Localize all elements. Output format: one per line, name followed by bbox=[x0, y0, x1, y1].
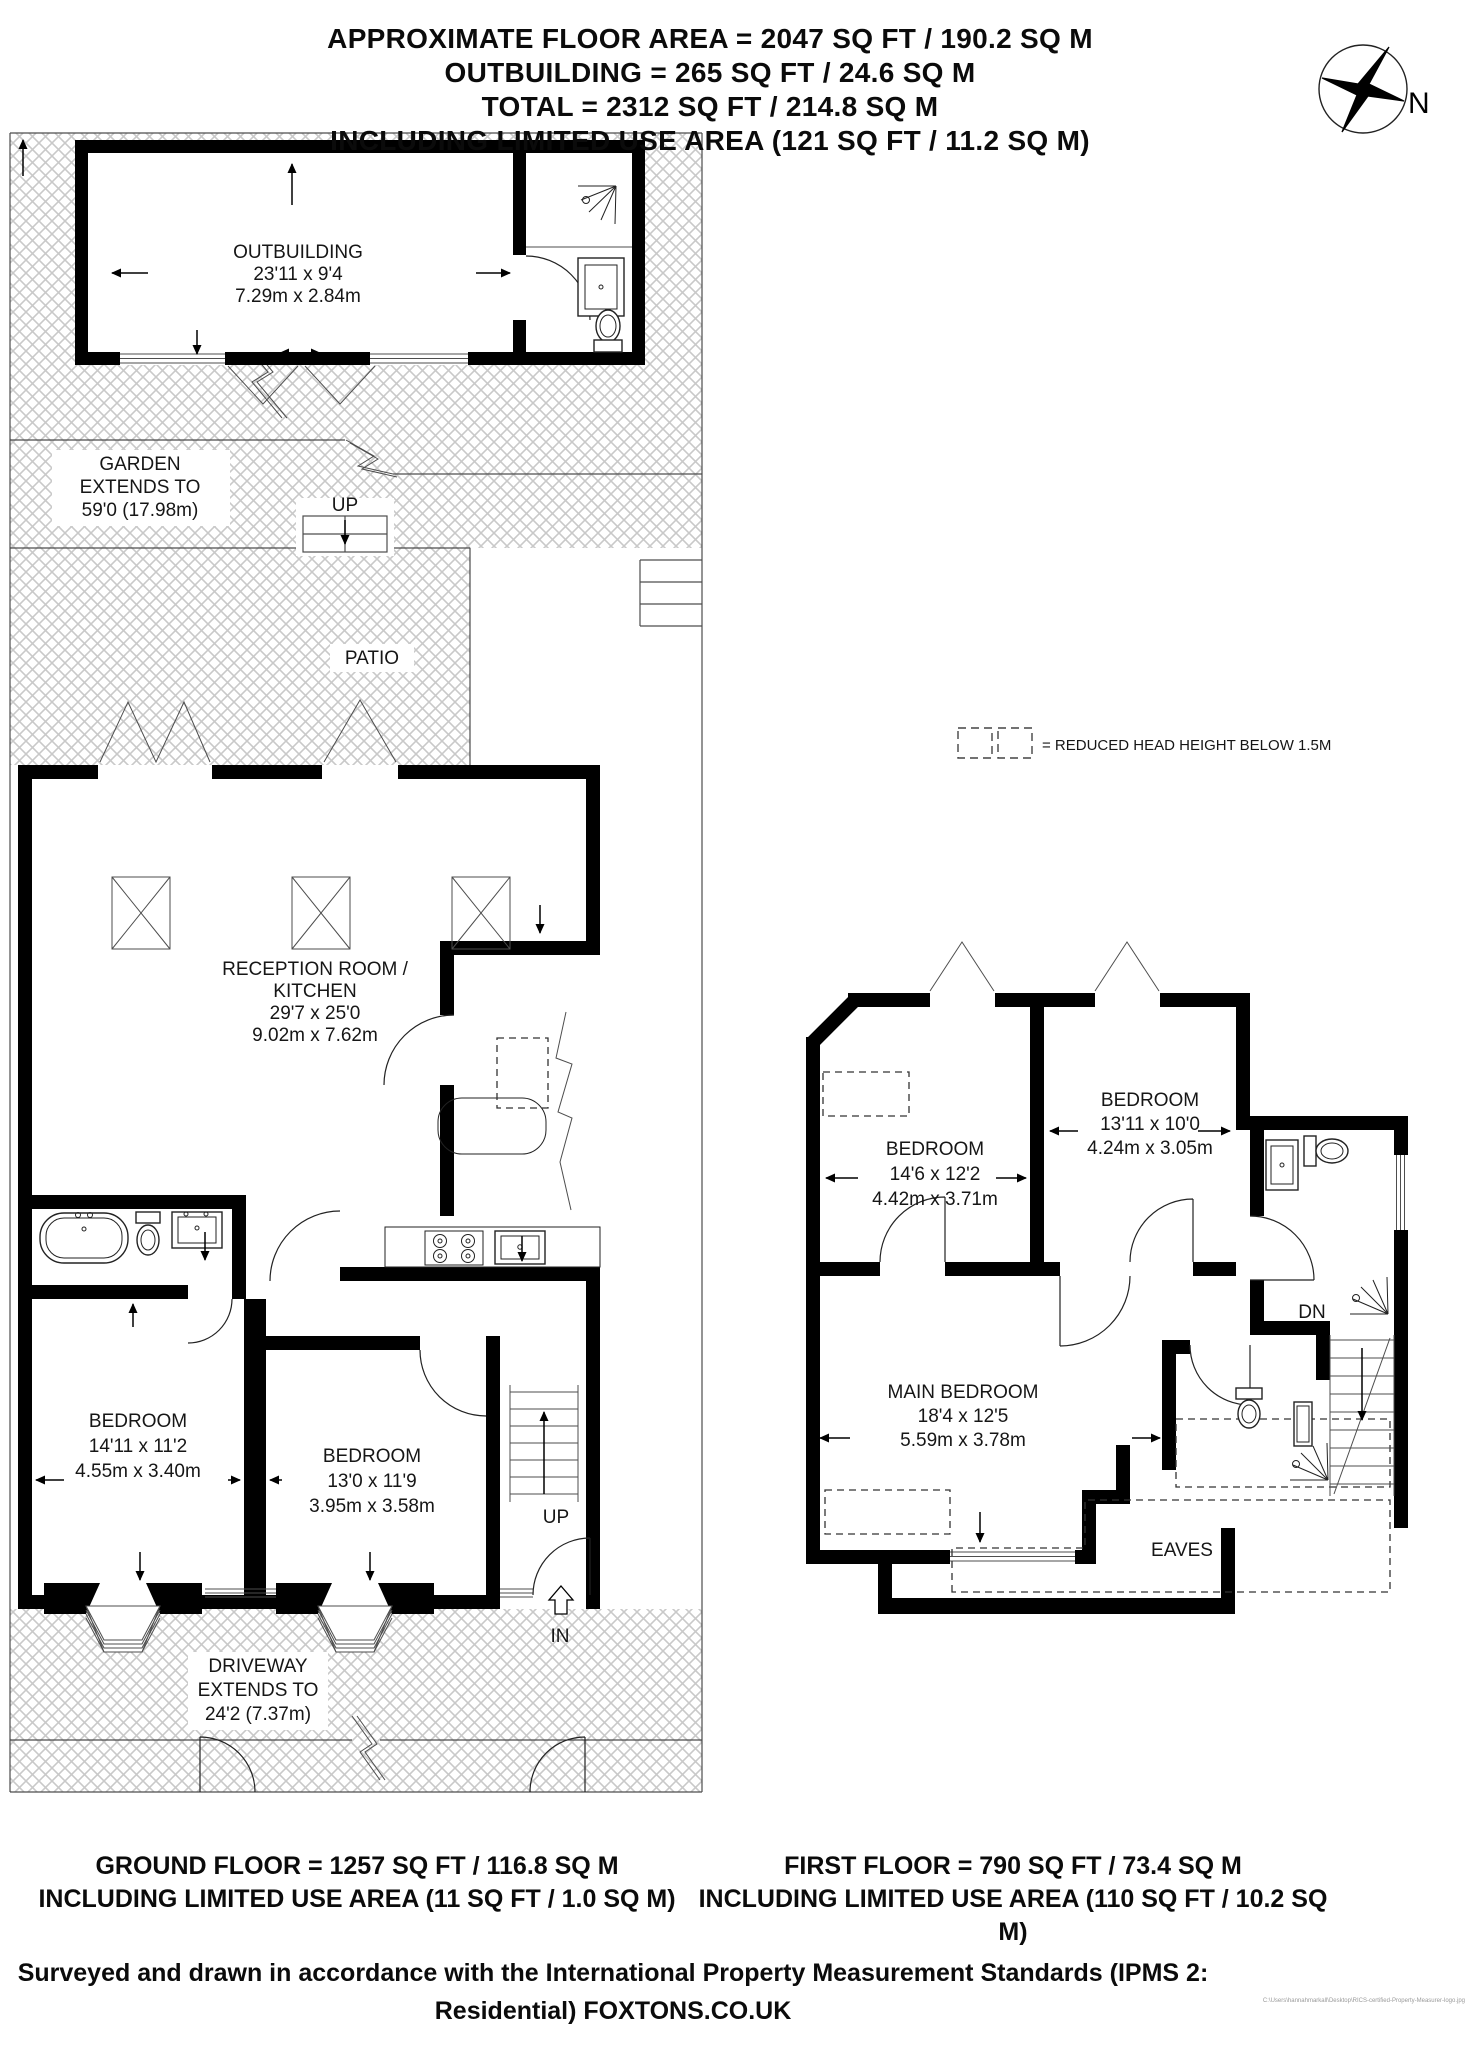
gf-bedroom-right-label: BEDROOM bbox=[322, 1446, 422, 1467]
survey-disclaimer-line1: Surveyed and drawn in accordance with the International Property Measurement Standards (IPMS 2: bbox=[17, 1959, 1209, 1987]
gf-bedroom-right-metric: 3.95m x 3.58m bbox=[309, 1496, 435, 1517]
header bbox=[0, 22, 1420, 158]
ff-bedroom-left-imperial: 14'6 x 12'2 bbox=[889, 1164, 981, 1185]
entrance-label: IN bbox=[550, 1626, 570, 1647]
garden-label-line2: EXTENDS TO bbox=[79, 477, 201, 498]
survey-disclaimer bbox=[0, 1954, 1226, 2030]
ff-bedroom-left-label: BEDROOM bbox=[885, 1139, 985, 1160]
kitchen-counter bbox=[385, 1227, 600, 1267]
reception-label-line2: KITCHEN bbox=[273, 981, 357, 1002]
reception-size-imperial: 29'7 x 25'0 bbox=[269, 1003, 361, 1024]
skylight-icon bbox=[112, 877, 510, 949]
ff-bedroom-left-metric: 4.42m x 3.71m bbox=[872, 1189, 998, 1210]
ff-bedroom-right-metric: 4.24m x 3.05m bbox=[1087, 1138, 1213, 1159]
header-approximate-area: APPROXIMATE FLOOR AREA = 2047 SQ FT / 190.2 SQ M bbox=[327, 23, 1093, 54]
shower-icon bbox=[1290, 1443, 1328, 1480]
kitchen-island bbox=[438, 1098, 546, 1154]
gf-bedroom-right-imperial: 13'0 x 11'9 bbox=[327, 1471, 417, 1492]
toilet-icon bbox=[594, 310, 622, 352]
reduced-head-height-icon bbox=[958, 728, 992, 758]
toilet-icon bbox=[1236, 1388, 1262, 1428]
patio-steps bbox=[640, 560, 702, 626]
bathtub-icon bbox=[40, 1213, 128, 1264]
ground-floor-area-label: GROUND FLOOR = 1257 SQ FT / 116.8 SQ M bbox=[95, 1852, 619, 1880]
reception-label: RECEPTION ROOM / bbox=[222, 959, 408, 980]
gf-stairs-label: UP bbox=[542, 1507, 570, 1528]
bathroom-fixtures bbox=[1266, 1136, 1388, 1314]
gf-bedroom-left-imperial: 14'11 x 11'2 bbox=[88, 1436, 188, 1457]
hob-icon bbox=[425, 1231, 483, 1265]
kitchen-sink-icon bbox=[495, 1231, 545, 1264]
outbuilding-size-metric: 7.29m x 2.84m bbox=[235, 286, 361, 307]
outbuilding bbox=[75, 140, 645, 404]
sink-icon bbox=[172, 1212, 222, 1248]
driveway-label-line3: 24'2 (7.37m) bbox=[204, 1704, 312, 1725]
outbuilding-label: OUTBUILDING bbox=[233, 242, 363, 263]
garden-steps-label: UP bbox=[331, 495, 359, 516]
toilet-icon bbox=[136, 1212, 160, 1255]
first-floor-stairs bbox=[1330, 1335, 1394, 1496]
gf-bedroom-left-label: BEDROOM bbox=[88, 1411, 188, 1432]
driveway-label: DRIVEWAY bbox=[208, 1656, 308, 1677]
ensuite-fixtures bbox=[1236, 1388, 1328, 1480]
reception-size-metric: 9.02m x 7.62m bbox=[252, 1025, 378, 1046]
ff-bedroom-right-label: BEDROOM bbox=[1100, 1090, 1200, 1111]
ground-floor-limited-use-label: INCLUDING LIMITED USE AREA (11 SQ FT / 1.0 SQ M) bbox=[38, 1885, 676, 1913]
driveway-label-line2: EXTENDS TO bbox=[197, 1680, 319, 1701]
shower-icon bbox=[1350, 1277, 1388, 1314]
door-arcs bbox=[880, 1197, 1314, 1405]
header-limited-use-area: INCLUDING LIMITED USE AREA (121 SQ FT / 11.2 SQ M) bbox=[330, 125, 1090, 156]
toilet-icon bbox=[1304, 1136, 1348, 1166]
main-bedroom-metric: 5.59m x 3.78m bbox=[900, 1430, 1026, 1451]
garden-label-line3: 59'0 (17.98m) bbox=[81, 500, 199, 521]
first-floor-limited-use-label: INCLUDING LIMITED USE AREA (110 SQ FT / 10.2 SQ M) bbox=[698, 1885, 1328, 1946]
header-total-area: TOTAL = 2312 SQ FT / 214.8 SQ M bbox=[481, 91, 939, 122]
survey-disclaimer-line2: Residential) FOXTONS.CO.UK bbox=[434, 1997, 792, 2025]
garden-label: GARDEN bbox=[99, 454, 181, 475]
first-floor-plan bbox=[806, 942, 1408, 1614]
gf-bedroom-left-metric: 4.55m x 3.40m bbox=[75, 1461, 201, 1482]
bathroom-fixtures bbox=[40, 1212, 222, 1263]
sink-icon bbox=[1294, 1402, 1312, 1446]
main-bedroom-imperial: 18'4 x 12'5 bbox=[917, 1406, 1009, 1427]
ground-floor-summary bbox=[37, 1850, 677, 1916]
ff-stairs-label: DN bbox=[1298, 1302, 1326, 1323]
main-bedroom-label: MAIN BEDROOM bbox=[887, 1382, 1039, 1403]
patio-label: PATIO bbox=[344, 648, 400, 669]
legend-label: = REDUCED HEAD HEIGHT BELOW 1.5M bbox=[1042, 737, 1332, 754]
first-floor-area-label: FIRST FLOOR = 790 SQ FT / 73.4 SQ M bbox=[784, 1852, 1242, 1880]
ff-bedroom-right-imperial: 13'11 x 10'0 bbox=[1100, 1114, 1200, 1135]
legend bbox=[958, 728, 1331, 758]
ground-stairs bbox=[510, 1385, 578, 1502]
compass-north-label: N bbox=[1408, 87, 1430, 120]
header-outbuilding-area: OUTBUILDING = 265 SQ FT / 24.6 SQ M bbox=[444, 57, 976, 88]
reduced-head-height-icon bbox=[998, 728, 1032, 758]
eaves-label: EAVES bbox=[1151, 1540, 1213, 1561]
sink-icon bbox=[1266, 1140, 1298, 1190]
sink-icon bbox=[578, 258, 624, 316]
first-floor-summary bbox=[693, 1850, 1333, 1949]
watermark-path-text: C:\Users\hannahmarkall\Desktop\RICS-certified-Property-Measurer-logo.jpg bbox=[1262, 1998, 1465, 2004]
outbuilding-size-imperial: 23'11 x 9'4 bbox=[253, 264, 343, 285]
